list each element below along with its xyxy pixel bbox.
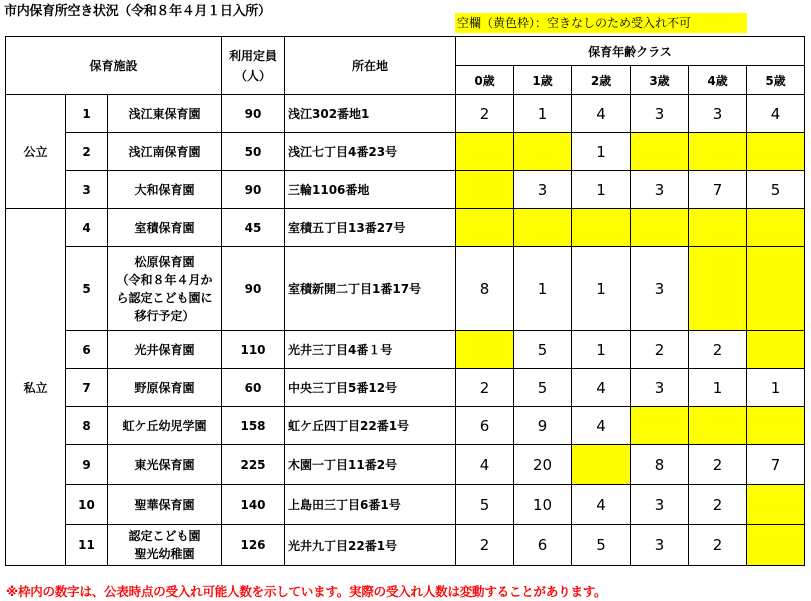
vacancy-cell-full bbox=[747, 209, 805, 247]
vacancy-cell: 1 bbox=[572, 171, 631, 209]
vacancy-cell: 1 bbox=[514, 95, 572, 133]
facility-name: 虹ケ丘幼児学園 bbox=[108, 407, 222, 445]
header-age-0: 0歳 bbox=[456, 66, 514, 95]
facility-number: 2 bbox=[66, 133, 108, 171]
facility-address: 光井三丁目4番１号 bbox=[285, 331, 456, 369]
vacancy-cell: 3 bbox=[631, 171, 689, 209]
vacancy-cell-full bbox=[747, 133, 805, 171]
vacancy-cell: 3 bbox=[514, 171, 572, 209]
vacancy-cell: 3 bbox=[631, 525, 689, 566]
table-row bbox=[6, 369, 805, 407]
facility-number: 7 bbox=[66, 369, 108, 407]
vacancy-cell-full bbox=[631, 133, 689, 171]
header-capacity-line1: 利用定員 bbox=[228, 48, 277, 63]
group-label: 公立 bbox=[6, 95, 66, 209]
header-age-3: 3歳 bbox=[631, 66, 689, 95]
vacancy-cell: 3 bbox=[631, 485, 689, 525]
facility-capacity: 50 bbox=[222, 133, 285, 171]
facility-address: 虹ケ丘四丁目22番1号 bbox=[285, 407, 456, 445]
vacancy-cell: 5 bbox=[747, 171, 805, 209]
vacancy-cell: 5 bbox=[514, 369, 572, 407]
vacancy-cell: 9 bbox=[514, 407, 572, 445]
table-row bbox=[6, 525, 805, 566]
facility-name: 東光保育園 bbox=[108, 445, 222, 485]
table-row bbox=[6, 485, 805, 525]
facility-capacity: 45 bbox=[222, 209, 285, 247]
vacancy-cell: 5 bbox=[456, 485, 514, 525]
vacancy-cell: 1 bbox=[572, 331, 631, 369]
facility-capacity: 90 bbox=[222, 247, 285, 331]
facility-capacity: 90 bbox=[222, 95, 285, 133]
facility-address: 三輪1106番地 bbox=[285, 171, 456, 209]
facility-capacity: 126 bbox=[222, 525, 285, 566]
facility-address: 室積五丁目13番27号 bbox=[285, 209, 456, 247]
vacancy-cell: 5 bbox=[514, 331, 572, 369]
facility-name-line: 松原保育園 bbox=[134, 254, 195, 269]
vacancy-cell-full bbox=[456, 331, 514, 369]
header-address: 所在地 bbox=[285, 37, 456, 95]
vacancy-cell: 4 bbox=[572, 369, 631, 407]
vacancy-cell: 2 bbox=[631, 331, 689, 369]
vacancy-cell: 4 bbox=[572, 407, 631, 445]
table-row bbox=[6, 171, 805, 209]
facility-number: 8 bbox=[66, 407, 108, 445]
facility-address: 中央三丁目5番12号 bbox=[285, 369, 456, 407]
vacancy-cell: 8 bbox=[456, 247, 514, 331]
vacancy-cell-full bbox=[514, 209, 572, 247]
vacancy-cell: 2 bbox=[689, 525, 747, 566]
vacancy-cell: 2 bbox=[456, 525, 514, 566]
facility-address: 室積新開二丁目1番17号 bbox=[285, 247, 456, 331]
facility-name: 光井保育園 bbox=[108, 331, 222, 369]
facility-number: 3 bbox=[66, 171, 108, 209]
table-row bbox=[6, 247, 805, 331]
vacancy-cell-full bbox=[572, 445, 631, 485]
facility-name-line: （令和８年４月か bbox=[116, 272, 213, 287]
table-row bbox=[6, 331, 805, 369]
table-row bbox=[6, 209, 805, 247]
vacancy-cell-full bbox=[747, 247, 805, 331]
vacancy-cell: 2 bbox=[456, 369, 514, 407]
vacancy-cell: 2 bbox=[689, 331, 747, 369]
header-facility: 保育施設 bbox=[6, 37, 222, 95]
facility-name bbox=[108, 525, 222, 566]
legend-note: 空欄（黄色枠）：空きなしのため受入れ不可 bbox=[455, 13, 747, 33]
facility-address: 浅江七丁目4番23号 bbox=[285, 133, 456, 171]
facility-capacity: 90 bbox=[222, 171, 285, 209]
vacancy-cell: 1 bbox=[747, 369, 805, 407]
vacancy-cell-full bbox=[631, 209, 689, 247]
vacancy-cell: 10 bbox=[514, 485, 572, 525]
facility-capacity: 225 bbox=[222, 445, 285, 485]
vacancy-cell: 20 bbox=[514, 445, 572, 485]
facility-capacity: 140 bbox=[222, 485, 285, 525]
facility-name: 浅江東保育園 bbox=[108, 95, 222, 133]
vacancy-cell: 4 bbox=[572, 95, 631, 133]
facility-name: 聖華保育園 bbox=[108, 485, 222, 525]
facility-name-line: 認定こども園 bbox=[128, 529, 201, 543]
vacancy-cell: 7 bbox=[689, 171, 747, 209]
facility-number: 1 bbox=[66, 95, 108, 133]
vacancy-cell-full bbox=[572, 209, 631, 247]
vacancy-cell-full bbox=[456, 171, 514, 209]
vacancy-cell: 1 bbox=[514, 247, 572, 331]
facility-address: 木園一丁目11番2号 bbox=[285, 445, 456, 485]
vacancy-cell-full bbox=[747, 407, 805, 445]
group-label: 私立 bbox=[6, 209, 66, 566]
vacancy-cell-full bbox=[747, 525, 805, 566]
facility-name: 浅江南保育園 bbox=[108, 133, 222, 171]
vacancy-table bbox=[5, 36, 805, 566]
vacancy-cell: 3 bbox=[631, 95, 689, 133]
vacancy-cell: 4 bbox=[572, 485, 631, 525]
vacancy-cell: 3 bbox=[631, 247, 689, 331]
vacancy-cell: 2 bbox=[456, 95, 514, 133]
header-capacity bbox=[222, 37, 285, 95]
vacancy-cell: 4 bbox=[456, 445, 514, 485]
facility-name-line: 移行予定） bbox=[134, 308, 195, 323]
facility-capacity: 110 bbox=[222, 331, 285, 369]
facility-number: 10 bbox=[66, 485, 108, 525]
facility-address: 浅江302番地1 bbox=[285, 95, 456, 133]
facility-name: 大和保育園 bbox=[108, 171, 222, 209]
facility-name bbox=[108, 247, 222, 331]
facility-address: 上島田三丁目6番1号 bbox=[285, 485, 456, 525]
facility-name: 室積保育園 bbox=[108, 209, 222, 247]
header-age-5: 5歳 bbox=[747, 66, 805, 95]
vacancy-cell: 7 bbox=[747, 445, 805, 485]
vacancy-cell: 2 bbox=[689, 485, 747, 525]
vacancy-cell: 8 bbox=[631, 445, 689, 485]
vacancy-cell-full bbox=[456, 209, 514, 247]
facility-capacity: 60 bbox=[222, 369, 285, 407]
facility-number: 4 bbox=[66, 209, 108, 247]
facility-name-line: 聖光幼稚園 bbox=[134, 547, 195, 561]
vacancy-cell-full bbox=[456, 133, 514, 171]
header-age-class: 保育年齢クラス bbox=[456, 37, 805, 66]
vacancy-cell: 2 bbox=[689, 445, 747, 485]
vacancy-cell: 4 bbox=[747, 95, 805, 133]
vacancy-cell-full bbox=[747, 331, 805, 369]
footnote: ※枠内の数字は、公表時点の受入れ可能人数を示しています。実際の受入れ人数は変動することがあります。 bbox=[6, 584, 607, 599]
facility-address: 光井九丁目22番1号 bbox=[285, 525, 456, 566]
facility-name: 野原保育園 bbox=[108, 369, 222, 407]
facility-capacity: 158 bbox=[222, 407, 285, 445]
vacancy-cell-full bbox=[689, 209, 747, 247]
vacancy-cell: 1 bbox=[572, 247, 631, 331]
facility-number: 9 bbox=[66, 445, 108, 485]
facility-number: 5 bbox=[66, 247, 108, 331]
vacancy-cell: 6 bbox=[514, 525, 572, 566]
header-age-1: 1歳 bbox=[514, 66, 572, 95]
vacancy-cell: 6 bbox=[456, 407, 514, 445]
vacancy-cell-full bbox=[747, 485, 805, 525]
table-row bbox=[6, 445, 805, 485]
vacancy-cell: 1 bbox=[689, 369, 747, 407]
vacancy-cell-full bbox=[631, 407, 689, 445]
header-capacity-line2: （人） bbox=[234, 68, 271, 83]
table-row bbox=[6, 133, 805, 171]
page-title: 市内保育所空き状況（令和８年４月１日入所） bbox=[4, 4, 271, 19]
facility-number: 6 bbox=[66, 331, 108, 369]
vacancy-cell-full bbox=[689, 247, 747, 331]
vacancy-cell: 5 bbox=[572, 525, 631, 566]
table-row bbox=[6, 95, 805, 133]
table-row bbox=[6, 407, 805, 445]
vacancy-cell-full bbox=[514, 133, 572, 171]
facility-name-line: ら認定こども園に bbox=[116, 290, 213, 305]
header-age-2: 2歳 bbox=[572, 66, 631, 95]
vacancy-cell: 3 bbox=[631, 369, 689, 407]
vacancy-cell: 1 bbox=[572, 133, 631, 171]
facility-number: 11 bbox=[66, 525, 108, 566]
vacancy-cell: 3 bbox=[689, 95, 747, 133]
vacancy-cell-full bbox=[689, 133, 747, 171]
vacancy-cell-full bbox=[689, 407, 747, 445]
header-age-4: 4歳 bbox=[689, 66, 747, 95]
